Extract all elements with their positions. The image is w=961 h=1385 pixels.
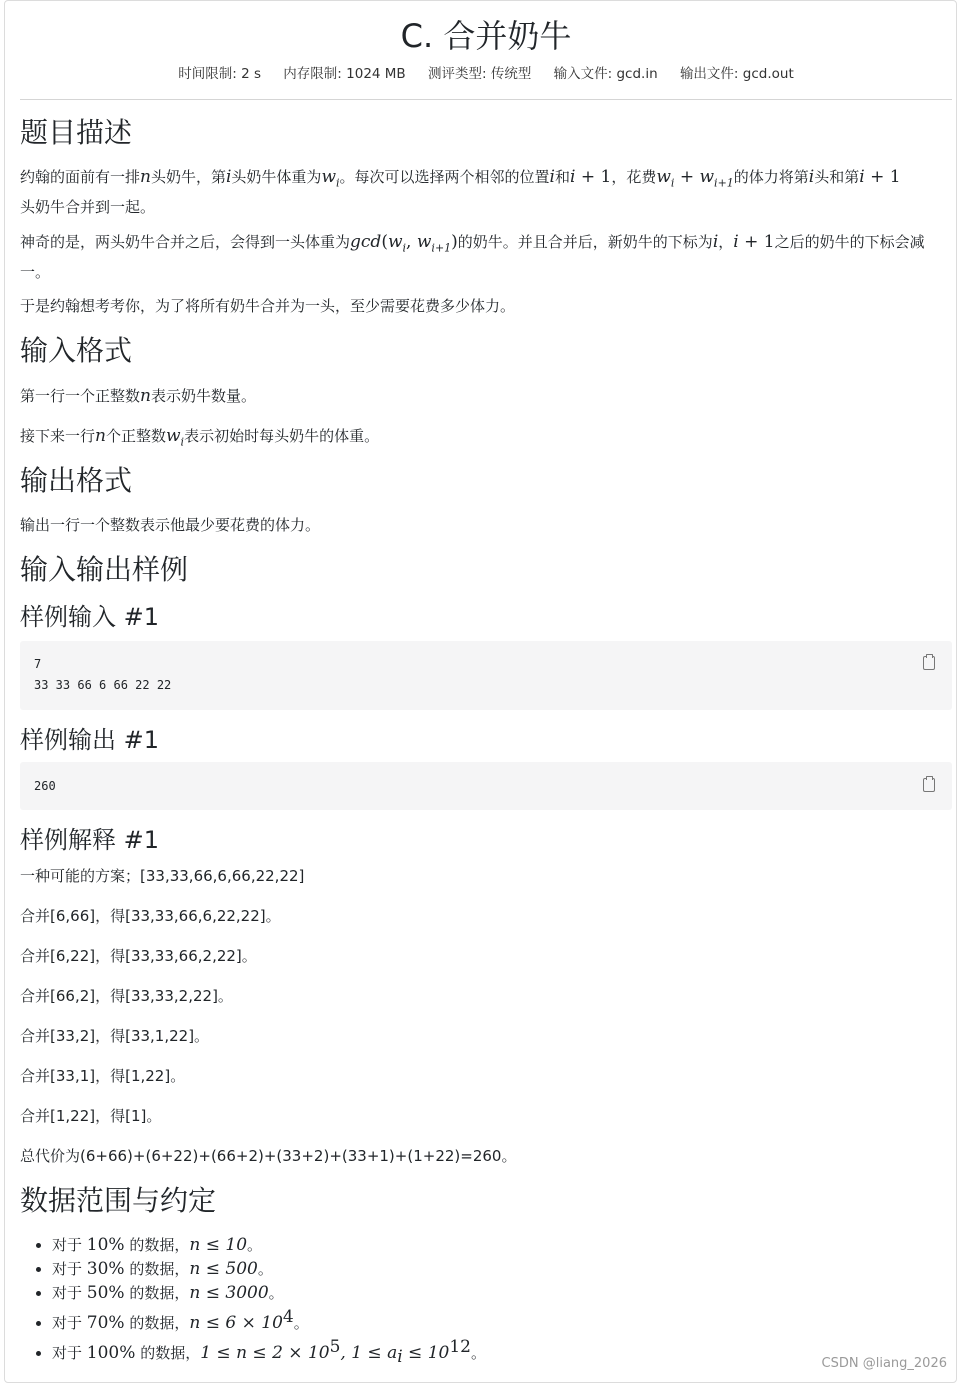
description-paragraph-3: 于是约翰想考考你，为了将所有奶牛合并为一头，至少需要花费多少体力。 bbox=[20, 297, 516, 315]
sample-output-heading: 样例输出 #1 bbox=[20, 726, 160, 754]
samples-heading: 输入输出样例 bbox=[20, 553, 189, 586]
range-item: • 对于 10% 的数据，n ≤ 10。 bbox=[52, 1233, 486, 1257]
limits-bar bbox=[20, 62, 952, 82]
sample-input-line-1: 7 bbox=[34, 657, 42, 671]
description-paragraph-1: 约翰的面前有一排n头奶牛，第i头奶牛体重为$w_i$。每次可以选择两个相邻的位置i和i + 1，花费$w_i + w_{i+1}$的体力将第i头和第i + 1 头奶牛合并到一起。 bbox=[20, 167, 901, 217]
memory-limit: 内存限制: 1024 MB bbox=[283, 66, 406, 82]
sample-input-heading: 样例输入 #1 bbox=[20, 603, 160, 631]
explanation-line: 合并[6,22]，得[33,33,66,2,22]。 bbox=[20, 947, 257, 965]
input-file: 输入文件: gcd.in bbox=[553, 66, 658, 82]
explanation-line: 合并[66,2]，得[33,33,2,22]。 bbox=[20, 987, 233, 1005]
explanation-line: 一种可能的方案；[33,33,66,6,66,22,22] bbox=[20, 867, 305, 885]
sample-input-line-2: 33 33 66 6 66 22 22 bbox=[34, 678, 172, 692]
output-format-text: 输出一行一个整数表示他最少要花费的体力。 bbox=[20, 516, 321, 534]
explanation-line: 合并[33,1]，得[1,22]。 bbox=[20, 1067, 186, 1085]
sample-input-box bbox=[20, 641, 952, 710]
sample-output-box bbox=[20, 762, 952, 810]
explanation-line: 合并[33,2]，得[33,1,22]。 bbox=[20, 1027, 210, 1045]
description-heading: 题目描述 bbox=[20, 116, 133, 149]
range-item: • 对于 30% 的数据，n ≤ 500。 bbox=[52, 1257, 486, 1281]
output-format-heading: 输出格式 bbox=[20, 464, 133, 497]
explanation-heading: 样例解释 #1 bbox=[20, 826, 160, 854]
divider bbox=[20, 99, 952, 100]
range-list bbox=[20, 1233, 486, 1369]
explanation-line: 合并[1,22]，得[1]。 bbox=[20, 1107, 162, 1125]
sample-output-line-1: 260 bbox=[34, 779, 56, 793]
input-format-heading: 输入格式 bbox=[20, 334, 133, 367]
input-format-line-1: 第一行一个正整数n表示奶牛数量。 bbox=[20, 386, 256, 406]
description-paragraph-2: 神奇的是，两头奶牛合并之后，会得到一头体重为$\gcd(w_i$, $w_{i+1}$)的奶牛。并且合并后，新奶牛的下标为i，i + 1之后的奶牛的下标会减一。 bbox=[20, 232, 925, 282]
range-heading: 数据范围与约定 bbox=[20, 1184, 217, 1217]
copy-icon[interactable] bbox=[923, 778, 935, 792]
input-format-line-2: 接下来一行n个正整数$w_i$表示初始时每头奶牛的体重。 bbox=[20, 426, 380, 449]
copy-icon[interactable] bbox=[923, 656, 935, 670]
output-file: 输出文件: gcd.out bbox=[679, 66, 794, 82]
range-item: • 对于 100% 的数据，$1 \le n \le 2 \times 10^5$, $1 \le a_i \le 10^{12}$。 bbox=[52, 1335, 486, 1369]
time-limit: 时间限制: 2 s bbox=[178, 66, 261, 82]
explanation-line: 合并[6,66]，得[33,33,66,6,22,22]。 bbox=[20, 907, 281, 925]
range-item: • 对于 50% 的数据，n ≤ 3000。 bbox=[52, 1281, 486, 1305]
page-title: C. 合并奶牛 bbox=[400, 17, 572, 55]
explanation-total: 总代价为(6+66)+(6+22)+(66+2)+(33+2)+(33+1)+(1+22)=260。 bbox=[20, 1147, 517, 1165]
watermark: CSDN @liang_2026 bbox=[821, 1356, 947, 1371]
judge-type: 测评类型: 传统型 bbox=[428, 66, 532, 82]
range-item: • 对于 70% 的数据，$n \le 6 \times 10^4$。 bbox=[52, 1305, 486, 1335]
